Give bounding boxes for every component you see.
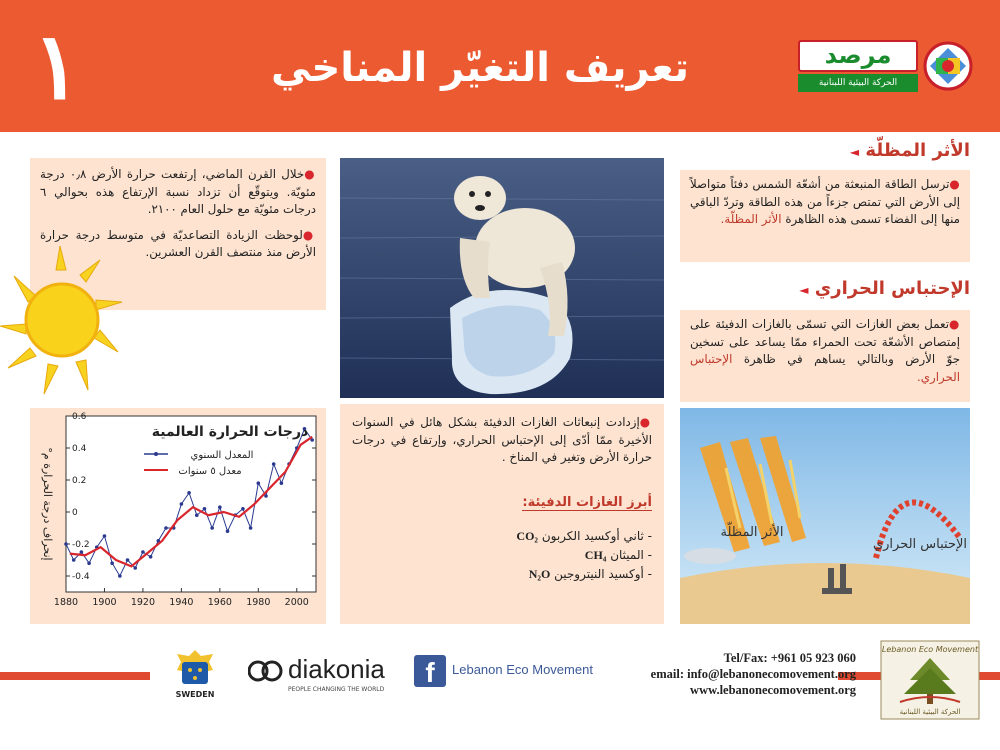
gas-formula: CO₂ [516,528,539,543]
marsad-logo [798,36,974,98]
temperature-chart [30,408,326,624]
globe-icon [922,36,974,96]
data-point [203,507,207,511]
data-point [195,513,199,517]
data-point [64,542,68,546]
chart-title: درجات الحرارة العالمية [151,424,309,440]
heading-arrow-icon: ◄ [799,283,809,297]
gases-list [352,527,652,584]
website[interactable]: www.lebanonecomovement.org [690,683,856,697]
global-warming-text: تعمل بعض الغازات التي تسمّى بالغازات الدفيئة على إمتصاص الأشعّة تحت الحمراء ممّا يساعد على تسخين جوّ الأرض وبالتالي يساهم في ظاهرة [690,317,960,366]
lebanon-eco-movement-logo [880,640,980,720]
gas-name: - ثاني أوكسيد الكربون [538,528,652,543]
chart-plot-area [66,416,316,592]
heading-arrow-icon: ◄ [849,145,860,159]
gas-name: - الميثان [606,547,652,562]
data-point [272,462,276,466]
legend-annual-marker [154,452,158,456]
x-tick-label: 1960 [207,597,232,608]
emissions-paragraph: ●إزدادت إنبعاثات الغازات الدفيئة بشكل هائل في السنوات الأخيرة ممّا أدّى إلى الإحتباس الحراري، وإرتفاع في درجات حرارة الأرض وتغير في المناخ . [352,415,652,464]
gas-item [352,546,652,565]
cloud-icon [684,548,736,564]
umbrella-effect-paragraph: ●ترسل الطاقة المنبعثة من أشعّة الشمس دفئاً متواصلاً إلى الأرض التي تمتص جزءاً من هذه الطاقة وتردّ الباقي منها إلى الفضاء تسمى هذه الظاهرة الأثر المظلّة. [690,177,960,226]
polar-bear-photo [340,158,664,398]
facebook-page-link[interactable]: Lebanon Eco Movement [452,662,593,677]
data-point [241,507,245,511]
y-tick-label: 0.6 [72,412,87,422]
gas-formula: CH₄ [584,547,607,562]
diakonia-logo-icon [248,656,284,686]
global-warming-paragraph: ●تعمل بعض الغازات التي تسمّى بالغازات الدفيئة على إمتصاص الأشعّة تحت الحمراء ممّا يساعد على تسخين جوّ الأرض وبالتالي يساهم في ظاهرة الإحتباس الحراري. [690,317,960,384]
tel-fax: Tel/Fax: +961 05 923 060 [723,651,856,665]
y-tick-label: 0.4 [72,444,87,454]
x-tick-label: 1940 [169,597,194,608]
data-point [249,526,253,530]
data-point [72,558,76,562]
data-point [257,481,261,485]
temperature-trend-paragraph: ●لوحظت الزيادة التصاعديّة في متوسط درجة حرارة الأرض منذ منتصف القرن العشرين. [40,227,316,259]
data-point [141,550,145,554]
facebook-icon[interactable]: f [414,655,446,687]
temperature-rise-paragraph: ●خلال القرن الماضي، إرتفعت حرارة الأرض ٠٫٨ درجة مئويّة. ويتوقّع أن تزداد نسبة الإرتفاع هذه بحوالي ٦ درجات مئويّة مع حلول العام ٢١٠٠. [40,167,316,216]
y-tick-label: -0.2 [72,540,90,550]
umbrella-effect-highlight: الأثر المظلّة. [720,212,782,226]
marsad-logo-text: مرصد [798,40,918,72]
data-point [210,526,214,530]
data-point [110,561,114,565]
page-title: تعريف التغيّر المناخي [270,45,690,91]
emissions-text: إزدادت إنبعاثات الغازات الدفيئة بشكل هائل في السنوات الأخيرة ممّا أدّى إلى الإحتباس الحراري، وإرتفاع في درجات حرارة الأرض وتغير في المناخ . [352,415,652,464]
data-point [149,555,153,559]
umbrella-effect-heading [700,140,970,166]
x-tick-label: 1880 [53,597,79,608]
data-point [164,526,168,530]
sweden-label: SWEDEN [175,690,215,699]
y-tick-label: -0.4 [72,572,90,582]
footer-divider-left [0,672,150,680]
data-point [87,561,91,565]
global-warming-heading-text: الإحتباس الحراري [814,278,970,299]
gas-item [352,565,652,584]
data-point [226,529,230,533]
eco-logo-en: Lebanon Eco Movement [881,645,979,654]
gases-heading: أبرز الغازات الدفيئة: [522,494,652,510]
umbrella-effect-heading-text: الأثر المظلّة [865,140,970,161]
legend-5yr-label: معدل ٥ سنوات [178,466,242,477]
diakonia-name: diakonia [288,654,385,684]
umbrella-effect-text: ترسل الطاقة المنبعثة من أشعّة الشمس دفئاً متواصلاً إلى الأرض التي تمتص جزءاً من هذه الطاقة وتردّ الباقي منها إلى الفضاء تسمى هذه الظاهرة [690,177,960,226]
data-point [280,481,284,485]
contact-block [600,650,856,698]
greenhouse-diagram [680,408,970,624]
umbrella-effect-diagram-label: الأثر المظلّة [720,525,784,540]
data-point [80,550,84,554]
emissions-info-box [340,404,664,624]
gas-name: - أوكسيد النيتروجين [550,566,652,581]
eco-logo-ar: الحركة البيئية اللبنانية [899,708,961,716]
temperature-trend-text: لوحظت الزيادة التصاعديّة في متوسط درجة حرارة الأرض منذ منتصف القرن العشرين. [40,227,316,259]
umbrella-effect-box [680,170,970,262]
page-number: ١ [32,12,82,120]
global-warming-box [680,310,970,402]
data-point [103,534,107,538]
x-tick-label: 1920 [130,597,156,608]
sun-icon [0,240,130,400]
y-tick-label: 0 [72,508,78,518]
global-warming-diagram-label: الإحتباس الحراري [872,537,968,552]
data-point [118,574,122,578]
data-point [126,558,130,562]
data-point [218,505,222,509]
x-tick-label: 2000 [284,597,309,608]
global-warming-heading [700,278,970,306]
temperature-rise-text: خلال القرن الماضي، إرتفعت حرارة الأرض ٠٫٨ درجة مئويّة. ويتوقّع أن تزداد نسبة الإرتفاع هذه بحوالي ٦ درجات مئويّة مع حلول العام ٢١٠٠. [40,167,316,216]
global-warming-highlight: الإحتباس الحراري. [690,352,960,384]
gas-formula: N₂O [528,566,551,581]
x-tick-label: 1980 [246,597,271,608]
data-point [187,491,191,495]
chart-y-label: إنحراف درجة الحرارة م° [41,447,54,561]
x-tick-label: 1900 [92,597,117,608]
data-point [180,502,184,506]
diakonia-tagline: PEOPLE CHANGING THE WORLD [288,686,385,693]
gas-item [352,527,652,546]
email[interactable]: email: info@lebanonecomovement.org [650,667,856,681]
data-point [133,566,137,570]
y-tick-label: 0.2 [72,476,87,486]
marsad-logo-tagline: الحركة البيئية اللبنانية [798,74,918,92]
legend-annual-label: المعدل السنوي [190,450,254,461]
